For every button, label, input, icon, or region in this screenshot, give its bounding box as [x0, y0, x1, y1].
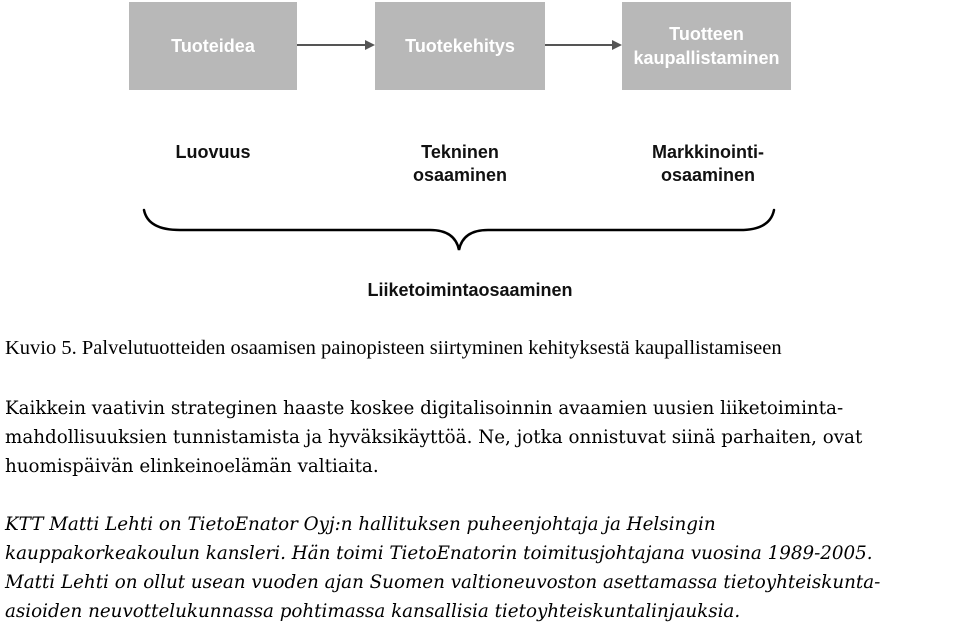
skill-creativity: Luovuus — [175, 142, 251, 162]
author-bio — [5, 510, 960, 626]
paragraph-line: kauppakorkeakoulun kansleri. Hän toimi TietoEnatorin toimitusjohtajana vuosina 1989-2005. — [5, 543, 873, 564]
skill-marketing: Markkinointi- osaaminen — [651, 142, 764, 185]
paragraph-line: asioiden neuvottelukunnassa pohtimassa kansallisia tietoyhteiskuntalinjauksia. — [5, 601, 741, 622]
figure-caption: Kuvio 5. Palvelutuotteiden osaamisen painopisteen siirtyminen kehityksestä kaupallistamiseen — [5, 337, 782, 359]
stage-label: Tuotekehitys — [405, 36, 515, 56]
paragraph-line: KTT Matti Lehti on TietoEnator Oyj:n hallituksen puheenjohtaja ja Helsingin — [5, 514, 716, 535]
body-paragraph — [5, 394, 960, 481]
paragraph-line: Matti Lehti on ollut usean vuoden ajan Suomen valtioneuvoston asettamassa tietoyhteiskunta- — [5, 572, 881, 593]
paragraph-line: huomispäivän elinkeinoelämän valtiaita. — [5, 456, 379, 477]
stage-label: Tuotteen kaupallistaminen — [633, 24, 780, 68]
paragraph-line: mahdollisuuksien tunnistamista ja hyväksikäyttöä. Ne, jotka onnistuvat siinä parhaiten, ovat — [5, 427, 863, 448]
paragraph-line: Kaikkein vaativin strateginen haaste koskee digitalisoinnin avaamien uusien liiketoiminta- — [5, 398, 844, 419]
stage-label: Tuoteidea — [171, 36, 255, 56]
skill-business: Liiketoimintaosaaminen — [367, 280, 573, 300]
skill-technical: Tekninen osaaminen — [412, 142, 508, 185]
